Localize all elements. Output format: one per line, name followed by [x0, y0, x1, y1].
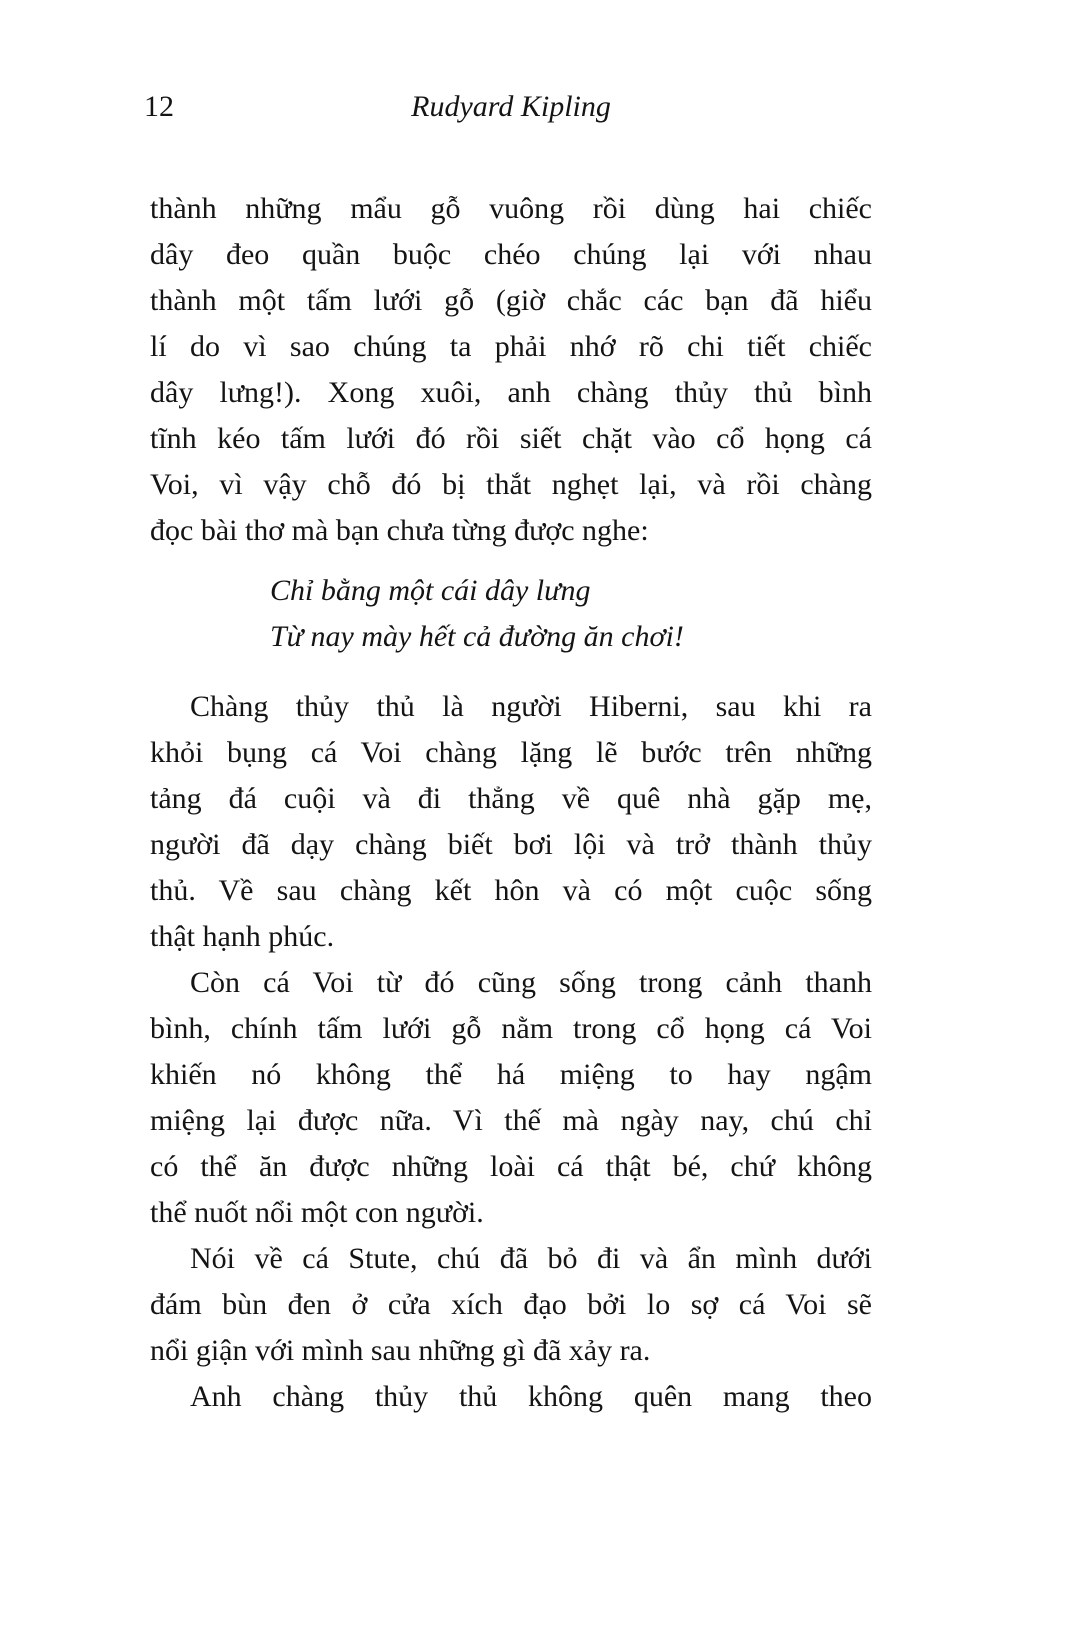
text-line: Còn cá Voi từ đó cũng sống trong cảnh thanh [190, 966, 872, 999]
text-line: đám bùn đen ở cửa xích đạo bởi lo sợ cá Voi sẽ [150, 1288, 872, 1321]
body-paragraph [150, 684, 872, 960]
verse-paragraph [150, 568, 872, 660]
text-line: có thể ăn được những loài cá thật bé, chứ không [150, 1150, 872, 1183]
running-title: Rudyard Kipling [411, 90, 611, 123]
text-line: khỏi bụng cá Voi chàng lặng lẽ bước trên những [150, 736, 872, 769]
text-line: thể nuốt nổi một con người. [150, 1196, 484, 1229]
text-line: bình, chính tấm lưới gỗ nằm trong cổ họng cá Voi [150, 1012, 872, 1045]
text-line: thành một tấm lưới gỗ (giờ chắc các bạn đã hiểu [150, 284, 872, 317]
text-line: thật hạnh phúc. [150, 920, 335, 953]
text-line: thành những mẩu gỗ vuông rồi dùng hai chiếc [150, 192, 872, 225]
text-line: Nói về cá Stute, chú đã bỏ đi và ẩn mình dưới [190, 1242, 872, 1275]
text-line: khiến nó không thể há miệng to hay ngậm [150, 1058, 872, 1091]
text-line: Anh chàng thủy thủ không quên mang theo [190, 1380, 872, 1413]
text-line: dây lưng!). Xong xuôi, anh chàng thủy thủ bình [150, 376, 872, 409]
text-line: đọc bài thơ mà bạn chưa từng được nghe: [150, 514, 649, 547]
text-line: nổi giận với mình sau những gì đã xảy ra. [150, 1334, 651, 1367]
body-paragraph [150, 1374, 872, 1420]
verse-line: Chỉ bằng một cái dây lưng [270, 574, 591, 607]
body-paragraph [150, 186, 872, 554]
text-line: người đã dạy chàng biết bơi lội và trở thành thủy [150, 828, 872, 861]
text-line: lí do vì sao chúng ta phải nhớ rõ chi tiết chiếc [150, 330, 872, 363]
body-paragraph [150, 960, 872, 1236]
text-line: tĩnh kéo tấm lưới đó rồi siết chặt vào cổ họng cá [150, 422, 872, 455]
text-line: Chàng thủy thủ là người Hiberni, sau khi ra [190, 690, 872, 723]
text-line: Voi, vì vậy chỗ đó bị thắt nghẹt lại, và rồi chàng [150, 468, 872, 501]
text-line: thủ. Về sau chàng kết hôn và có một cuộc sống [150, 874, 872, 907]
text-block [150, 186, 872, 1420]
page-number: 12 [144, 90, 174, 123]
text-line: dây đeo quần buộc chéo chúng lại với nhau [150, 238, 872, 271]
text-line: miệng lại được nữa. Vì thế mà ngày nay, chú chỉ [150, 1104, 872, 1137]
text-line: tảng đá cuội và đi thẳng về quê nhà gặp mẹ, [150, 782, 872, 815]
body-paragraph [150, 1236, 872, 1374]
page-header [144, 88, 872, 126]
verse-line: Từ nay mày hết cả đường ăn chơi! [270, 620, 684, 653]
